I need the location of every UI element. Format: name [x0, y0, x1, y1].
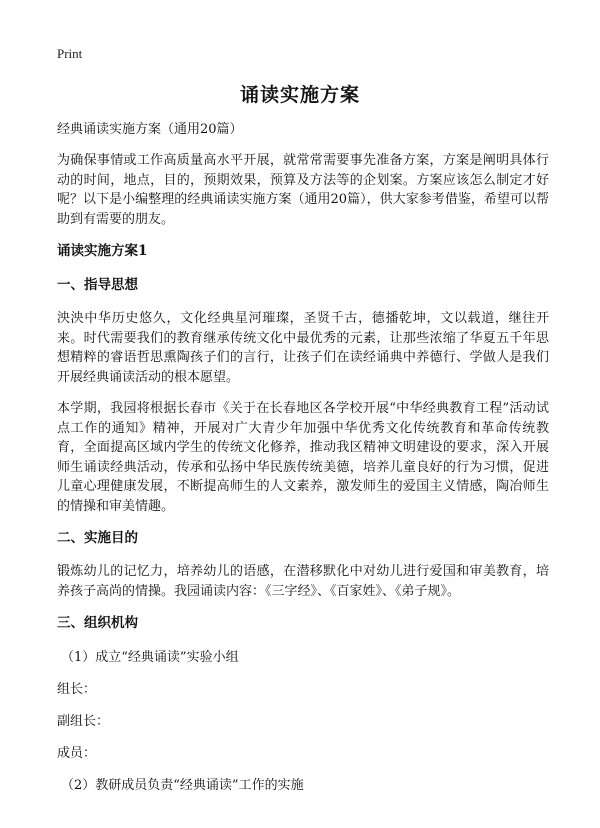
document-title: 诵读实施方案 [239, 84, 360, 106]
document-body [57, 119, 549, 807]
paragraph: 泱泱中华历史悠久，文化经典星河璀璨，圣贤千古，德播乾坤，文以载道，继往开来。时代需要我们的教育继承传统文化中最优秀的元素，让那些浓缩了华夏五千年思想精粹的睿语哲思熏陶孩子们的言行，让孩子们在读经诵典中养德行、学做人是我们开展经典诵读活动的根本愿望。 [57, 311, 549, 385]
vice-leader-line: 副组长： [57, 714, 110, 729]
leader-line: 组长： [57, 682, 97, 697]
document-subtitle: 经典诵读实施方案（通用20篇） [57, 122, 243, 137]
intro-paragraph: 为确保事情或工作高质量高水平开展，就常常需要事先准备方案，方案是阐明具体行动的时间，地点，目的，预期效果，预算及方法等的企划案。方案应该怎么制定才好呢？以下是小编整理的经典诵读实施方案（通用20篇），供大家参考借鉴，希望可以帮助到有需要的朋友。 [57, 153, 549, 227]
members-line: 成员： [57, 746, 97, 761]
list-item: （1）成立“经典诵读”实验小组 [61, 650, 239, 665]
paragraph: 锻炼幼儿的记忆力，培养幼儿的语感，在潜移默化中对幼儿进行爱国和审美教育，培养孩子高尚的情操。我园诵读内容：《三字经》、《百家姓》、《弟子规》。 [57, 564, 549, 599]
section-heading-organization: 三、组织机构 [57, 615, 138, 631]
paragraph: 本学期，我园将根据长春市《关于在长春地区各学校开展“中华经典教育工程”活动试点工作的通知》精神，开展对广大青少年加强中华优秀文化传统教育和革命传统教育，全面提高区域内学生的传统文化修养，推动我区精神文明建设的要求，深入开展师生诵读经典活动，传承和弘扬中华民族传统美德，培养儿童良好的行为习惯，促进儿童心理健康发展，不断提高师生的人文素养，激发师生的爱国主义情感，陶冶师生的情操和审美情趣。 [57, 401, 549, 514]
section-heading-purpose: 二、实施目的 [57, 530, 138, 546]
plan-heading: 诵读实施方案1 [57, 243, 148, 259]
section-heading-guiding-ideology: 一、指导思想 [57, 277, 138, 293]
print-label[interactable]: Print [57, 46, 83, 61]
list-item: （2）教研成员负责“经典诵读”工作的实施 [61, 778, 304, 793]
